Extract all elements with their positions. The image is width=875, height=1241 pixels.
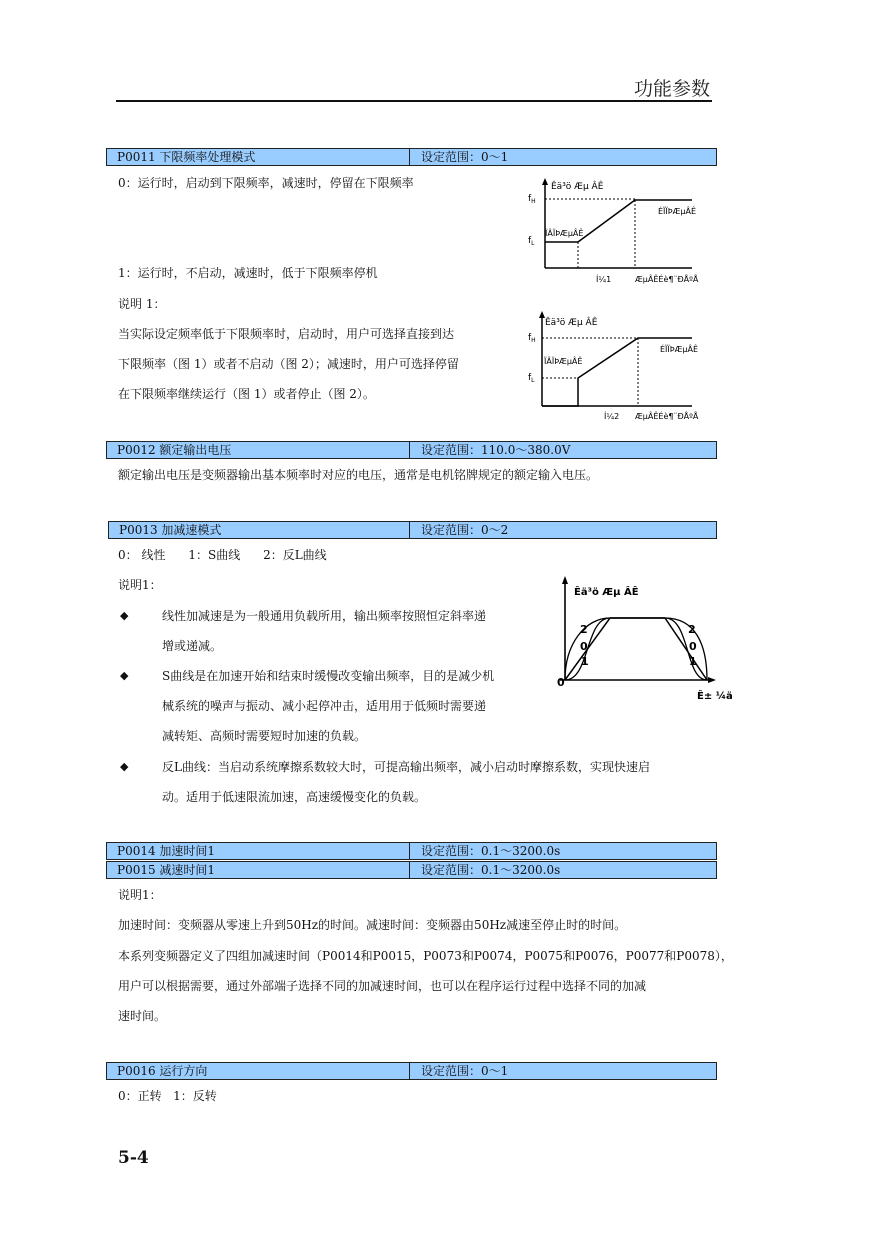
- y-axis-title: Êä³ö Æµ ÂÊ: [574, 587, 639, 598]
- bullet-icon: ◆: [120, 609, 129, 622]
- param-range: 设定范围：0.1～3200.0s: [421, 844, 561, 858]
- lower-limit-label: ÏÂÏÞÆµÂÊ: [544, 357, 583, 366]
- figure-caption: Í¼1: [596, 275, 612, 284]
- y-axis-title: Êä³ö Æµ ÂÊ: [545, 318, 598, 328]
- lower-limit-diagram-2: [520, 308, 720, 426]
- fh-label: $f_H$: [528, 333, 536, 344]
- origin-label: 0: [557, 676, 565, 689]
- p0014-note-line: 本系列变频器定义了四组加减速时间（P0014和P0015，P0073和P0074，P0075和P0076，P0077和P0078），: [118, 949, 733, 963]
- bar-divider: [409, 522, 410, 538]
- page-number: 5-4: [118, 1148, 149, 1168]
- bar-divider: [409, 1063, 410, 1079]
- bullet-text: 增或递减。: [162, 639, 223, 653]
- bullet-text: 械系统的噪声与振动、减小起停冲击，适用用于低频时需要递: [162, 699, 487, 713]
- p0014-note-line: 加速时间：变频器从零速上升到50Hz的时间。减速时间：变频器由50Hz减速至停止时的时间。: [118, 918, 627, 932]
- param-range: 设定范围：0～1: [421, 150, 509, 164]
- bullet-text: 动。适用于低速限流加速，高速缓慢变化的负载。: [162, 790, 427, 804]
- header-rule: [116, 100, 712, 102]
- x-axis-label: ÆµÂÊÉè¶¨ÐÅºÅ: [635, 412, 699, 421]
- bar-divider: [409, 843, 410, 859]
- chapter-title: 功能参数: [633, 78, 710, 100]
- curve-label-2: 2: [580, 623, 588, 636]
- param-bar-p0016: [106, 1062, 717, 1080]
- p0014-note-line: 用户可以根据需要，通过外部端子选择不同的加减速时间，也可以在程序运行过程中选择不同的加减: [118, 979, 647, 993]
- curve-label-0: 0: [689, 640, 697, 653]
- param-name: P0015 减速时间1: [117, 863, 216, 877]
- p0012-description: 额定输出电压是变频器输出基本频率时对应的电压，通常是电机铭牌规定的额定输入电压。: [118, 468, 599, 482]
- fl-label: $f_L$: [528, 373, 535, 384]
- fl-label: $f_L$: [528, 236, 535, 247]
- param-name: P0016 运行方向: [117, 1064, 208, 1078]
- figure-caption: Í¼2: [604, 412, 620, 421]
- lower-limit-label: ÏÂÏÞÆµÂÊ: [545, 229, 584, 238]
- p0011-note-line: 下限频率（图 1）或者不启动（图 2）；减速时，用户可选择停留: [118, 357, 459, 371]
- bullet-text: 减转矩、高频时需要短时加速的负载。: [162, 729, 367, 743]
- param-bar-p0011: [106, 148, 717, 166]
- param-name: P0014 加速时间1: [117, 844, 216, 858]
- p0013-options: 0： 线性 1：S曲线 2：反L曲线: [118, 548, 327, 562]
- param-name: P0012 额定输出电压: [117, 443, 232, 457]
- curve-label-1: 1: [581, 655, 589, 668]
- param-bar-p0012: [106, 441, 717, 459]
- upper-limit-label: ÉÏÏÞÆµÂÊ: [660, 345, 699, 354]
- fh-label: $f_H$: [528, 194, 536, 205]
- bar-divider: [409, 149, 410, 165]
- p0016-options: 0：正转 1：反转: [118, 1089, 217, 1103]
- bullet-text: S曲线是在加速开始和结束时缓慢改变输出频率，目的是减少机: [162, 669, 495, 683]
- bullet-icon: ◆: [120, 760, 129, 773]
- param-range: 设定范围：110.0～380.0V: [421, 443, 571, 457]
- upper-limit-label: ÉÏÏÞÆµÂÊ: [658, 207, 697, 216]
- param-bar-p0014: [106, 842, 717, 860]
- x-axis-label: ÆµÂÊÉè¶¨ÐÅºÅ: [635, 275, 699, 284]
- bullet-text: 反L曲线：当启动系统摩擦系数较大时，可提高输出频率，减小启动时摩擦系数，实现快速启: [162, 760, 650, 774]
- bullet-text: 线性加减速是为一般通用负载所用，输出频率按照恒定斜率递: [162, 609, 487, 623]
- curve-label-0: 0: [580, 640, 588, 653]
- p0014-note-line: 速时间。: [118, 1009, 167, 1023]
- param-bar-p0013: [108, 521, 717, 539]
- bullet-icon: ◆: [120, 669, 129, 682]
- param-range: 设定范围：0.1～3200.0s: [421, 863, 561, 877]
- p0011-note-line: 在下限频率继续运行（图 1）或者停止（图 2）。: [118, 387, 375, 401]
- param-bar-p0015: [106, 861, 717, 879]
- p0011-option-0: 0：运行时，启动到下限频率，减速时，停留在下限频率: [118, 176, 414, 190]
- p0011-note-line: 当实际设定频率低于下限频率时，启动时，用户可选择直接到达: [118, 327, 455, 341]
- x-axis-label: Ê± ¼ä: [697, 691, 733, 702]
- accel-curve-diagram: [555, 574, 733, 710]
- param-range: 设定范围：0～1: [421, 1064, 509, 1078]
- curve-label-1: 1: [689, 655, 697, 668]
- param-range: 设定范围：0～2: [421, 523, 509, 537]
- param-name: P0013 加减速模式: [119, 523, 222, 537]
- lower-limit-diagram-1: [520, 172, 720, 287]
- bar-divider: [409, 442, 410, 458]
- p0013-note-title: 说明1：: [118, 578, 162, 592]
- y-axis-title: Êä³ö Æµ ÂÊ: [551, 182, 604, 192]
- p0011-option-1: 1：运行时，不启动，减速时，低于下限频率停机: [118, 266, 378, 280]
- curve-label-2: 2: [688, 623, 696, 636]
- p0011-note-title: 说明 1：: [118, 297, 166, 311]
- p0014-note-title: 说明1：: [118, 888, 162, 902]
- bar-divider: [409, 862, 410, 878]
- param-name: P0011 下限频率处理模式: [117, 150, 256, 164]
